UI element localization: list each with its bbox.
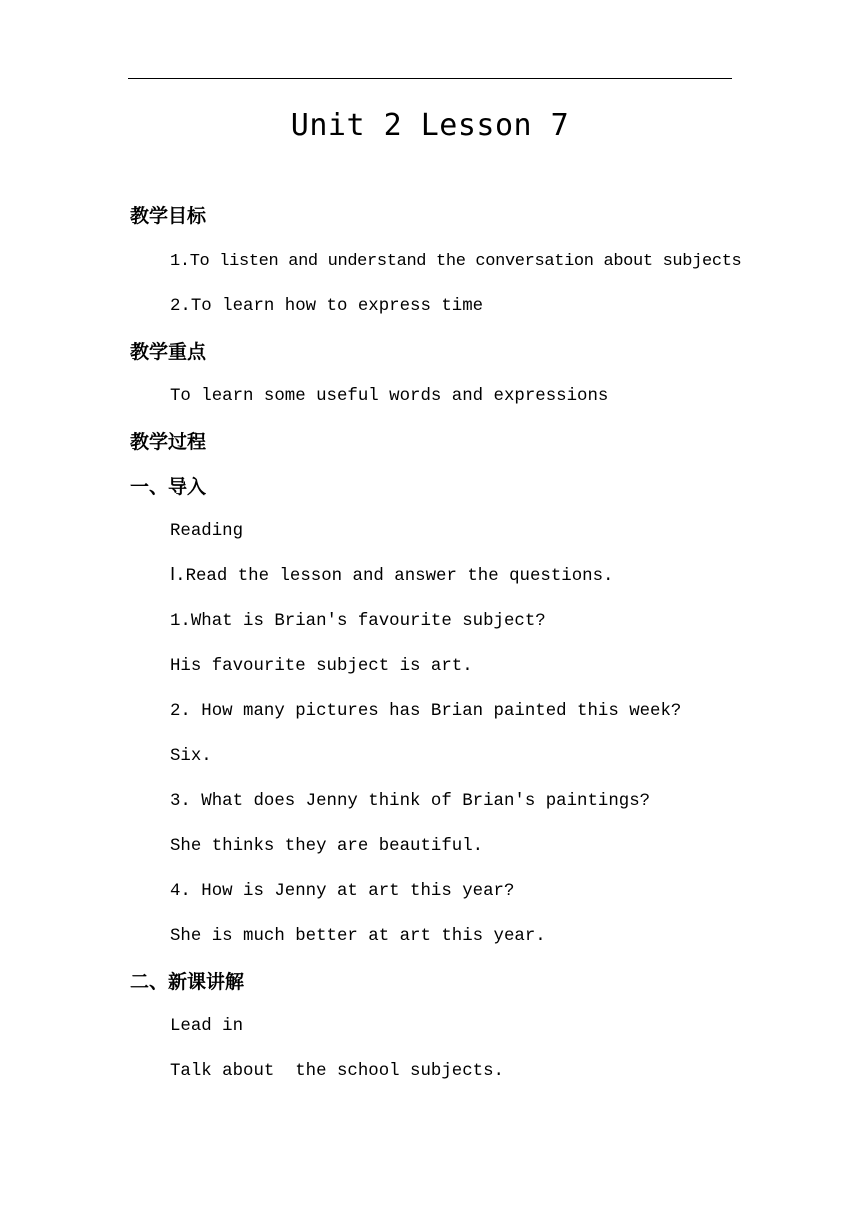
key-points-text: To learn some useful words and expressions [170, 387, 609, 406]
intro-line: 2. How many pictures has Brian painted this week? [170, 702, 682, 721]
section-heading-process: 教学过程 [130, 431, 207, 453]
intro-line: Ⅰ.Read the lesson and answer the questions. [170, 567, 614, 586]
new-lesson-line: Talk about the school subjects. [170, 1062, 504, 1081]
new-lesson-line: Lead in [170, 1017, 244, 1036]
intro-line: She is much better at art this year. [170, 927, 546, 946]
section-heading-intro: 一、导入 [130, 476, 207, 498]
intro-line: 1.What is Brian's favourite subject? [170, 612, 546, 631]
intro-line: 3. What does Jenny think of Brian's paintings? [170, 792, 651, 811]
section-heading-objectives: 教学目标 [130, 205, 207, 227]
section-heading-key-points: 教学重点 [130, 341, 207, 363]
objective-item: 1.To listen and understand the conversation about subjects [170, 252, 742, 271]
document-title: Unit 2 Lesson 7 [290, 108, 570, 143]
section-heading-new-lesson: 二、新课讲解 [130, 971, 245, 993]
intro-line: His favourite subject is art. [170, 657, 473, 676]
header-rule [128, 78, 732, 79]
intro-line: Six. [170, 747, 212, 766]
intro-line: 4. How is Jenny at art this year? [170, 882, 515, 901]
intro-line: Reading [170, 522, 244, 541]
objective-item: 2.To learn how to express time [170, 297, 484, 316]
intro-line: She thinks they are beautiful. [170, 837, 484, 856]
